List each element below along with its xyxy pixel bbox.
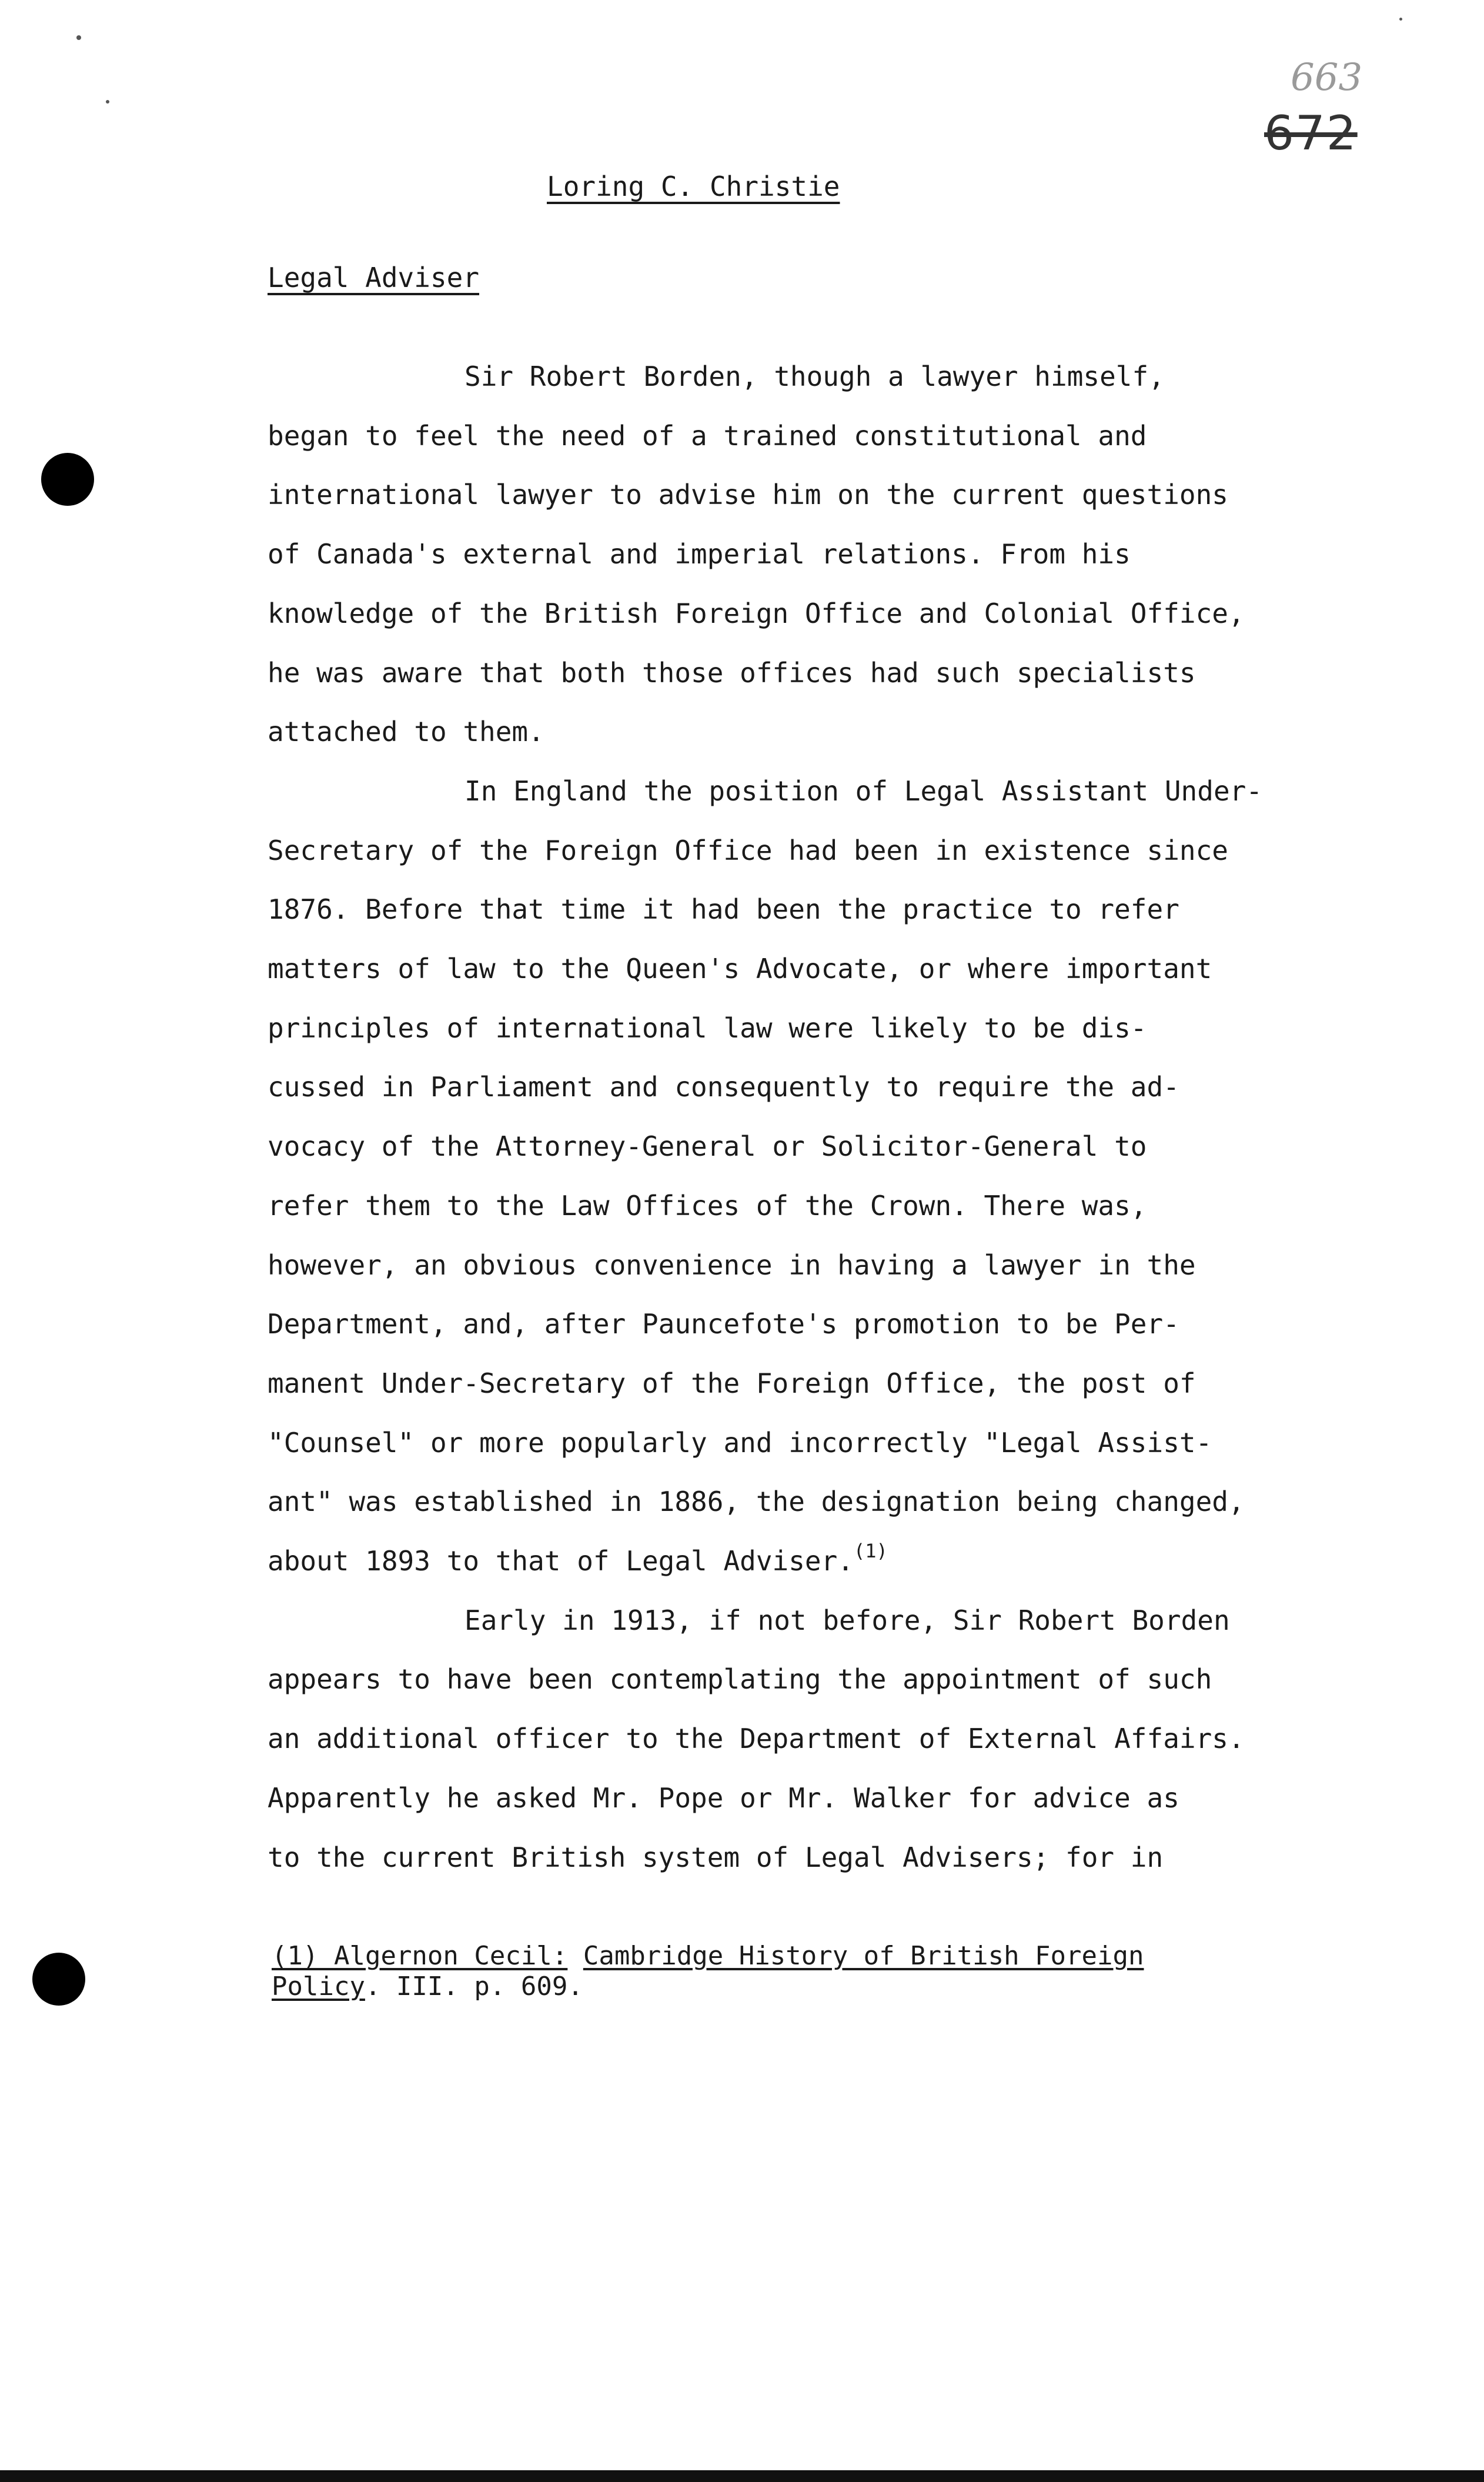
footnote-work-title-cont: Policy [272, 1971, 365, 2001]
footnote-reference: (1) [854, 1540, 888, 1563]
paragraph-line: matters of law to the Queen's Advocate, or where important [268, 953, 1212, 985]
punch-hole [41, 453, 94, 506]
paragraph-line: began to feel the need of a trained constitutional and [268, 419, 1147, 452]
paragraph-line: however, an obvious convenience in having a lawyer in the [268, 1249, 1196, 1281]
paragraph-line: vocacy of the Attorney-General or Solicitor-General to [268, 1130, 1147, 1163]
paragraph-line: he was aware that both those offices had such specialists [268, 656, 1196, 689]
paragraph-line: principles of international law were likely to be dis- [268, 1012, 1147, 1044]
paragraph-line: refer them to the Law Offices of the Crown. There was, [268, 1189, 1147, 1222]
page-title: Loring C. Christie [547, 171, 840, 202]
scan-speck [1399, 18, 1402, 21]
section-heading: Legal Adviser [268, 262, 480, 293]
paragraph-line: an additional officer to the Department of External Affairs. [268, 1723, 1245, 1755]
footnote-line-2 [272, 1971, 1144, 2002]
body-text [268, 347, 1396, 1887]
paragraph-line: Early in 1913, if not before, Sir Robert Borden [464, 1604, 1230, 1636]
paragraph-line: 1876. Before that time it had been the practice to refer [268, 893, 1179, 926]
scan-speck [76, 35, 81, 40]
footnote-citation: . III. p. 609. [365, 1971, 583, 2001]
paragraph-line: Department, and, after Pauncefote's promotion to be Per- [268, 1308, 1179, 1340]
paragraph-line: attached to them. [268, 716, 544, 748]
paragraph-line: Secretary of the Foreign Office had been in existence since [268, 834, 1228, 866]
paragraph-line: Apparently he asked Mr. Pope or Mr. Walker for advice as [268, 1782, 1179, 1814]
footnote-marker-author [272, 1941, 567, 1971]
paragraph-line: appears to have been contemplating the appointment of such [268, 1663, 1212, 1696]
scan-edge [0, 2470, 1484, 2482]
paragraph-line: to the current British system of Legal Advisers; for in [268, 1841, 1164, 1873]
paragraph-line-text: about 1893 to that of Legal Adviser. [268, 1545, 854, 1577]
paragraph-line: cussed in Parliament and consequently to require the ad- [268, 1071, 1179, 1103]
page-number-typed: 672 [1264, 106, 1358, 161]
paragraph-line: of Canada's external and imperial relations. From his [268, 538, 1131, 571]
paragraph-line: knowledge of the British Foreign Office and Colonial Office, [268, 597, 1245, 629]
paragraph-line: Sir Robert Borden, though a lawyer himself, [464, 361, 1165, 392]
paragraph-line: In England the position of Legal Assistant Under- [464, 775, 1263, 807]
paragraph-line: international lawyer to advise him on the current questions [268, 479, 1228, 511]
paragraph-line: "Counsel" or more popularly and incorrectly "Legal Assist- [268, 1426, 1212, 1459]
paragraph-line: ant" was established in 1886, the designation being changed, [268, 1486, 1245, 1518]
footnote [272, 1941, 1144, 2002]
paragraph-line: manent Under-Secretary of the Foreign Office, the post of [268, 1367, 1196, 1399]
footnote-work-title: Cambridge History of British Foreign [583, 1941, 1144, 1971]
footnote-marker: (1) [272, 1941, 319, 1971]
paragraph-line-with-footnote [268, 1532, 1396, 1591]
scan-speck [106, 100, 109, 104]
footnote-line-1 [272, 1941, 1144, 1971]
punch-hole [32, 1953, 85, 2006]
page-number-pencil: 663 [1291, 56, 1363, 99]
footnote-author: Algernon Cecil: [333, 1941, 568, 1971]
